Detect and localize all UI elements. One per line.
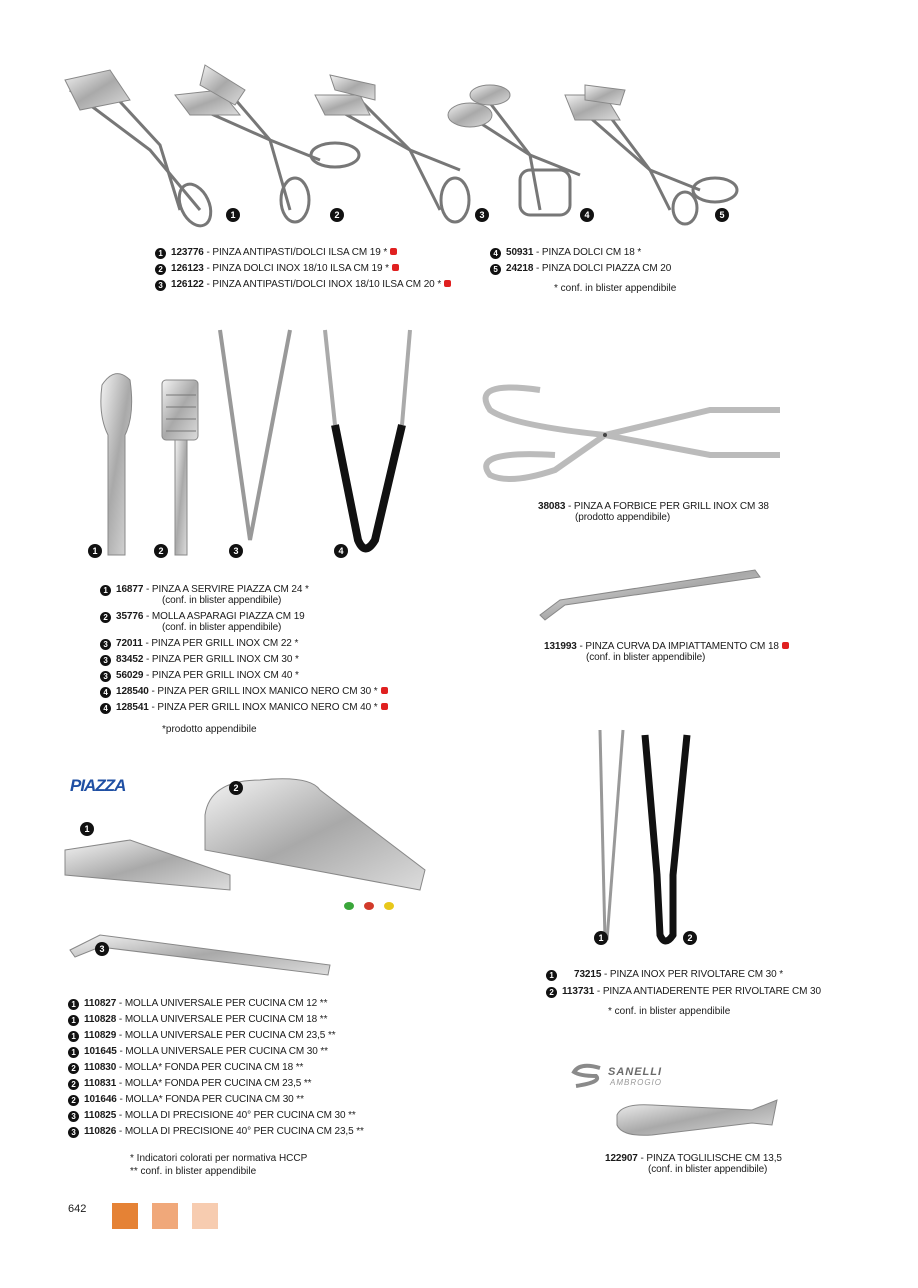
list-item: 4 128541 - PINZA PER GRILL INOX MANICO NERO CM 40 * (100, 701, 388, 714)
list-item: 3 110825 - MOLLA DI PRECISIONE 40° PER CUCINA CM 30 ** (68, 1109, 356, 1122)
footnote: ** conf. in blister appendibile (130, 1166, 257, 1177)
hccp-indicator-green (344, 902, 354, 910)
list-item: 3 110826 - MOLLA DI PRECISIONE 40° PER CUCINA CM 23,5 ** (68, 1125, 364, 1138)
grill-scissor-caption: 38083 - PINZA A FORBICE PER GRILL INOX CM 38 (prodotto appendibile) (538, 501, 769, 523)
list-item: 3 126122 - PINZA ANTIPASTI/DOLCI INOX 18/10 ILSA CM 20 * (155, 278, 451, 291)
list-item: 1 73215 - PINZA INOX PER RIVOLTARE CM 30 * (546, 968, 783, 981)
list-item: 2 126123 - PINZA DOLCI INOX 18/10 ILSA CM 19 * (155, 262, 399, 275)
sanelli-brand: SANELLI (608, 1066, 663, 1078)
badge-3: 3 (229, 544, 243, 558)
list-item: 1 101645 - MOLLA UNIVERSALE PER CUCINA CM 30 ** (68, 1045, 328, 1058)
badge-1: 1 (80, 822, 94, 836)
grill-scissor-illustration (480, 380, 790, 490)
serving-tongs-illustration (60, 60, 760, 240)
badge-2: 2 (229, 781, 243, 795)
badge-5: 5 (715, 208, 729, 222)
footnote: * conf. in blister appendibile (608, 1006, 731, 1017)
badge-4: 4 (334, 544, 348, 558)
badge-2: 2 (330, 208, 344, 222)
list-item: 3 83452 - PINZA PER GRILL INOX CM 30 * (100, 653, 299, 666)
list-item: 3 72011 - PINZA PER GRILL INOX CM 22 * (100, 637, 298, 650)
fish-bone-tweezer-illustration (612, 1095, 782, 1145)
badge-2: 2 (683, 931, 697, 945)
list-item: 1 110829 - MOLLA UNIVERSALE PER CUCINA CM 23,5 ** (68, 1029, 336, 1042)
footnote: * Indicatori colorati per normativa HCCP (130, 1153, 308, 1164)
swatch-light (192, 1203, 218, 1229)
badge-1: 1 (594, 931, 608, 945)
list-item: 2 101646 - MOLLA* FONDA PER CUCINA CM 30 ** (68, 1093, 304, 1106)
kitchen-tongs-illustration (60, 775, 430, 985)
turning-tongs-illustration (595, 725, 705, 950)
ambrogio-brand: AMBROGIO (610, 1078, 663, 1087)
badge-4: 4 (580, 208, 594, 222)
hccp-indicator-red (364, 902, 374, 910)
swatch-dark (112, 1203, 138, 1229)
footnote: * conf. in blister appendibile (554, 283, 677, 294)
list-item: 4 50931 - PINZA DOLCI CM 18 * (490, 246, 641, 259)
page-number: 642 (68, 1203, 87, 1215)
badge-2: 2 (154, 544, 168, 558)
piazza-logo: PIAZZA (70, 776, 126, 795)
sanelli-logo (570, 1064, 678, 1090)
hccp-indicator-yellow (384, 902, 394, 910)
list-item: 2 110831 - MOLLA* FONDA PER CUCINA CM 23,5 ** (68, 1077, 311, 1090)
sanelli-caption: 122907 - PINZA TOGLILISCHE CM 13,5 (conf. in blister appendibile) (605, 1153, 782, 1175)
curved-tweezer-caption: 131993 - PINZA CURVA DA IMPIATTAMENTO CM 18 (conf. in blister appendibile) (544, 640, 789, 664)
list-item: 1 110828 - MOLLA UNIVERSALE PER CUCINA CM 18 ** (68, 1013, 327, 1026)
list-item: 2 110830 - MOLLA* FONDA PER CUCINA CM 18 ** (68, 1061, 303, 1074)
list-item: 1 110827 - MOLLA UNIVERSALE PER CUCINA CM 12 ** (68, 997, 327, 1010)
badge-1: 1 (88, 544, 102, 558)
badge-3: 3 (475, 208, 489, 222)
grill-tongs-illustration (90, 325, 430, 565)
badge-3: 3 (95, 942, 109, 956)
curved-tweezer-illustration (535, 565, 765, 625)
badge-1: 1 (226, 208, 240, 222)
list-item: 1 16877 - PINZA A SERVIRE PIAZZA CM 24 * (conf. in blister appendibile) (100, 583, 309, 607)
list-item: 5 24218 - PINZA DOLCI PIAZZA CM 20 (490, 262, 671, 275)
list-item: 2 35776 - MOLLA ASPARAGI PIAZZA CM 19 (conf. in blister appendibile) (100, 610, 305, 634)
swatch-medium (152, 1203, 178, 1229)
list-item: 4 128540 - PINZA PER GRILL INOX MANICO NERO CM 30 * (100, 685, 388, 698)
footnote: *prodotto appendibile (162, 724, 257, 735)
list-item: 3 56029 - PINZA PER GRILL INOX CM 40 * (100, 669, 299, 682)
list-item: 2 113731 - PINZA ANTIADERENTE PER RIVOLTARE CM 30 (546, 985, 821, 998)
list-item: 1 123776 - PINZA ANTIPASTI/DOLCI ILSA CM 19 * (155, 246, 397, 259)
